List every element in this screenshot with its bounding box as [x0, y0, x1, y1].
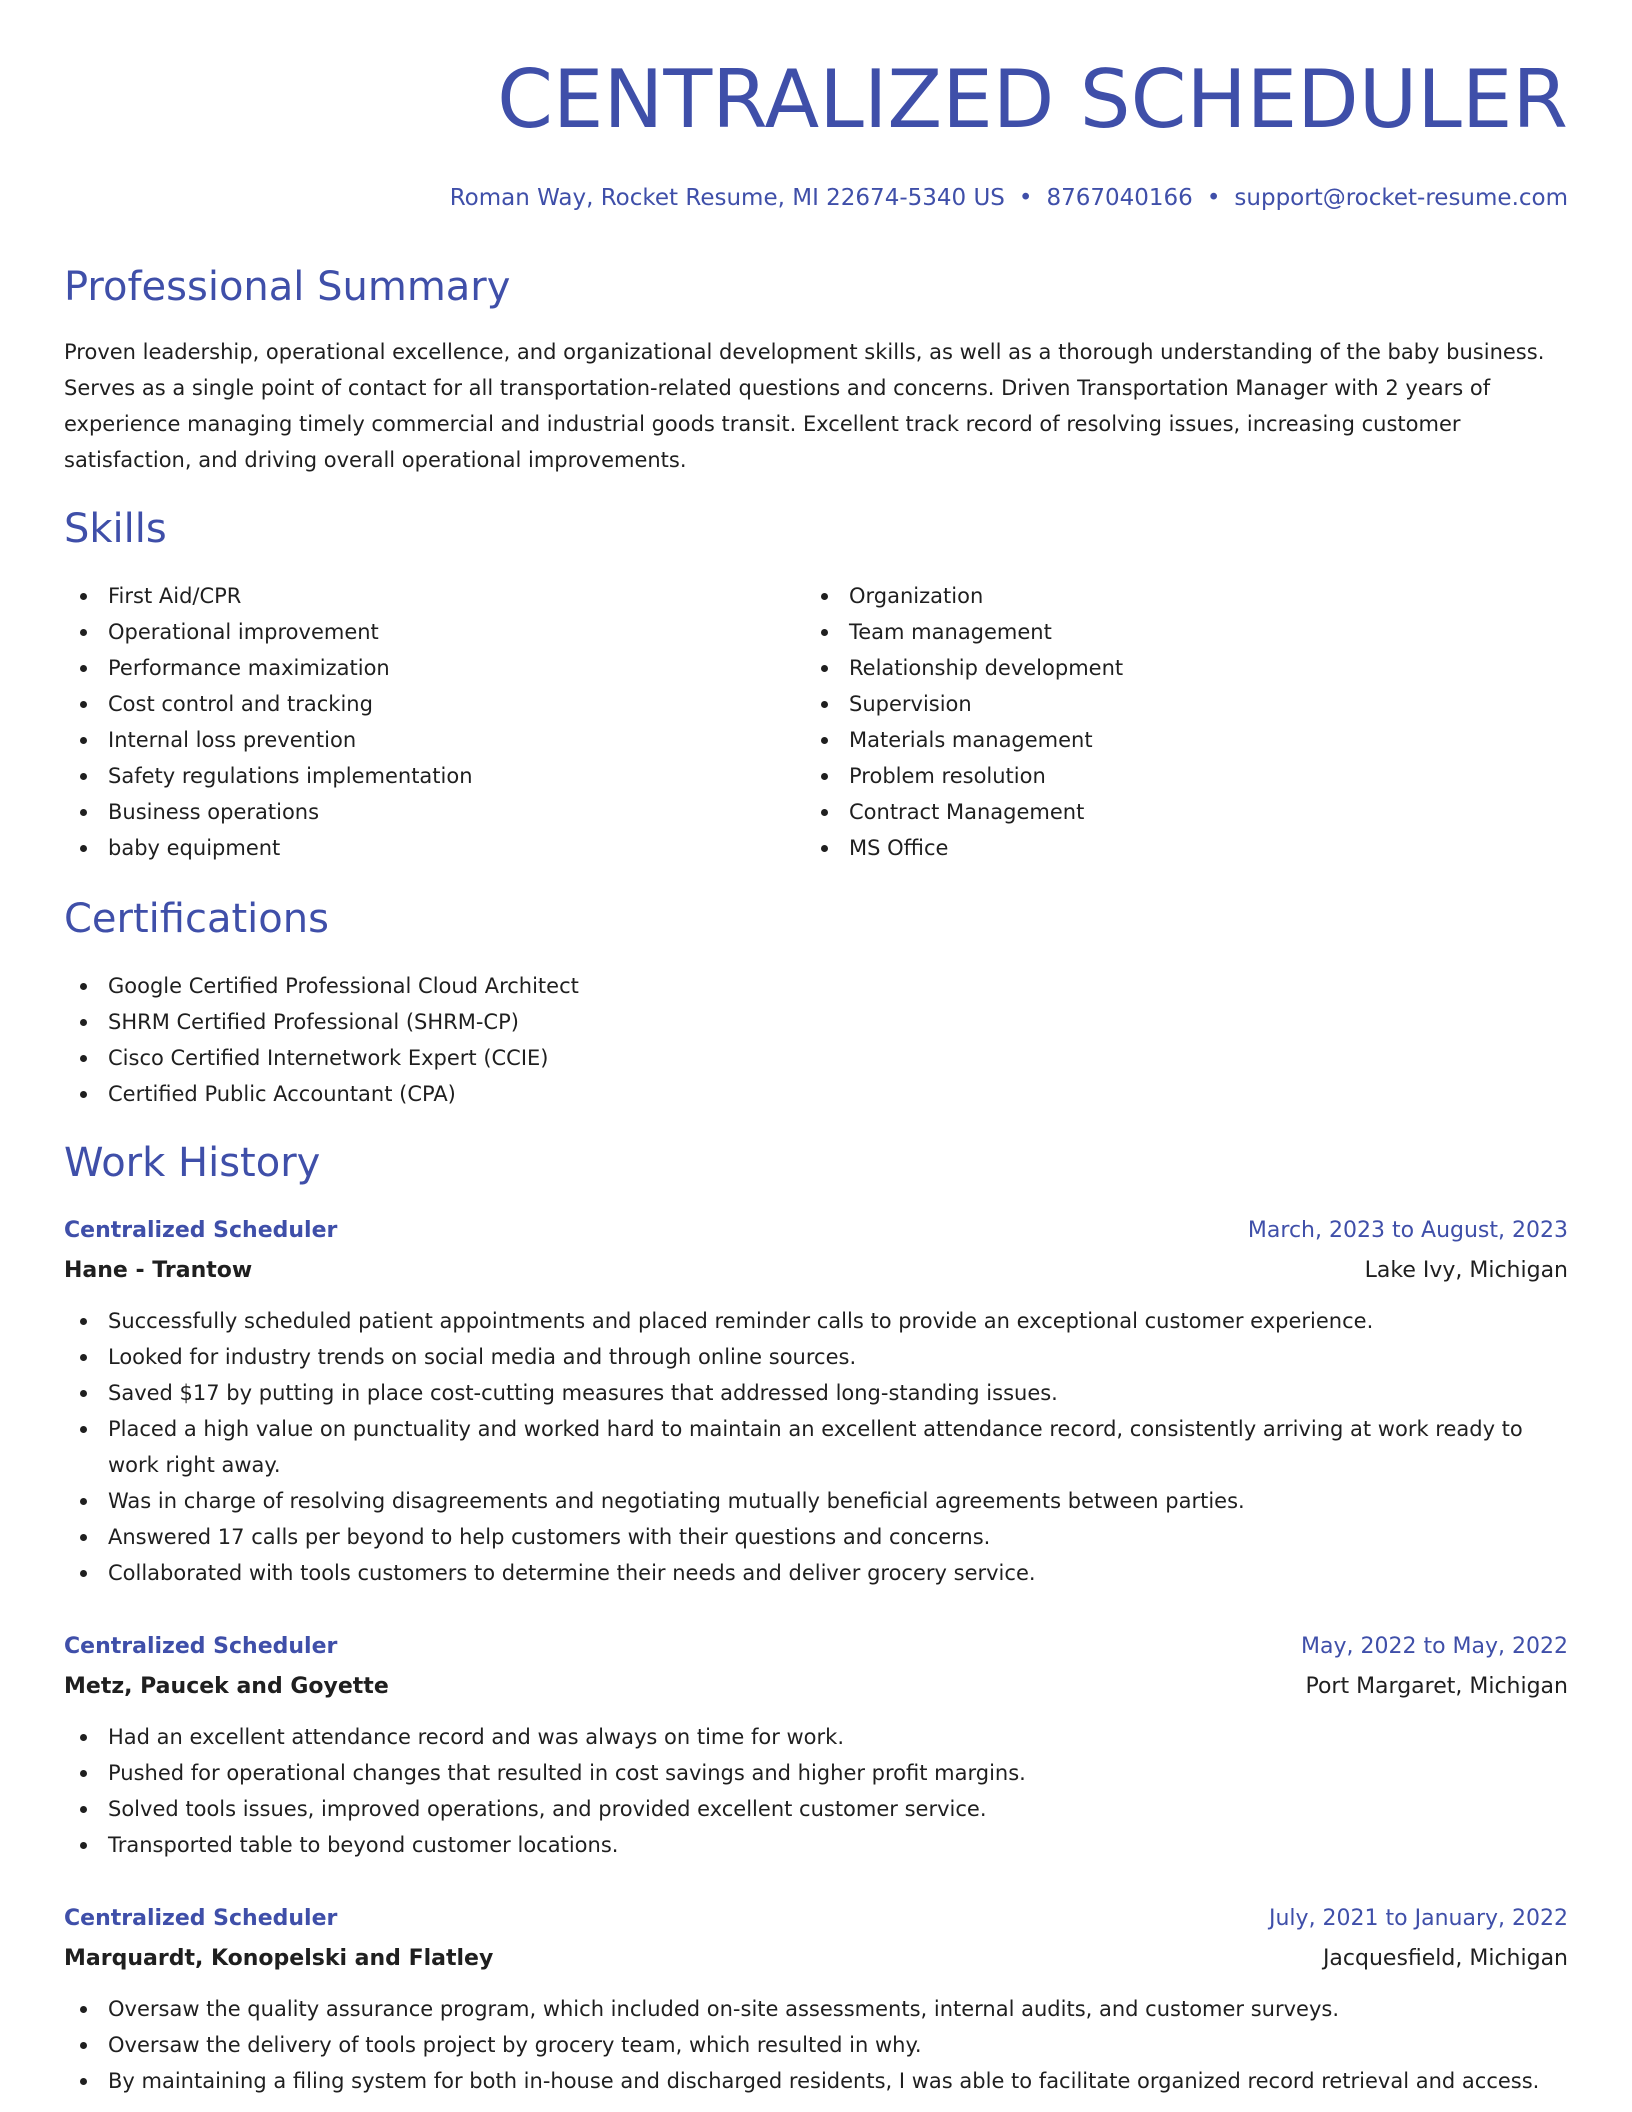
job-title: Centralized Scheduler	[64, 1634, 338, 1659]
job-entry	[64, 1627, 1568, 1863]
work-history-heading: Work History	[64, 1140, 321, 1186]
certification-item: Google Certified Professional Cloud Architect	[64, 968, 1464, 1004]
skill-item: Organization	[805, 578, 1505, 614]
job-bullet-item: By maintaining a filing system for both in-house and discharged residents, I was able to facilitate organized record retrieval and access.	[64, 2063, 1568, 2099]
job-bullets	[64, 1719, 1568, 1863]
summary-text: Proven leadership, operational excellence, and organizational development skills, as well as a thorough understanding of the baby business. Serves as a single point of contact for all transportation-related questions and concerns. Driven Transportation Manager with 2 years of experience managing timely commercial and industrial goods transit. Excellent track record of resolving issues, increasing customer satisfaction, and driving overall operational improvements.	[64, 340, 1545, 472]
job-dates: March, 2023 to August, 2023	[1247, 1218, 1568, 1243]
contact-info	[450, 180, 1568, 216]
job-title: Centralized Scheduler	[64, 1906, 338, 1931]
contact-separator: •	[1206, 185, 1221, 211]
job-bullet-item: Oversaw the delivery of tools project by grocery team, which resulted in why.	[64, 2027, 1568, 2063]
job-bullets	[64, 1303, 1568, 1591]
job-entry	[64, 1899, 1568, 2099]
job-dates: July, 2021 to January, 2022	[1269, 1906, 1568, 1931]
job-bullet-item: Saved $17 by putting in place cost-cutting measures that addressed long-standing issues.	[64, 1375, 1568, 1411]
job-bullet-item: Oversaw the quality assurance program, which included on-site assessments, internal audits, and customer surveys.	[64, 1991, 1568, 2027]
skill-item: Materials management	[805, 722, 1505, 758]
skill-item: Internal loss prevention	[64, 722, 764, 758]
skill-item: Team management	[805, 614, 1505, 650]
certification-item: SHRM Certified Professional (SHRM-CP)	[64, 1004, 1464, 1040]
resume-name: CENTRALIZED SCHEDULER	[497, 53, 1568, 146]
skills-list-right	[805, 578, 1505, 866]
job-location: Jacquesfield, Michigan	[1322, 1946, 1568, 1971]
job-entry	[64, 1211, 1568, 1591]
job-bullet-item: Pushed for operational changes that resulted in cost savings and higher profit margins.	[64, 1755, 1568, 1791]
certification-item: Cisco Certified Internetwork Expert (CCIE)	[64, 1040, 1464, 1076]
skill-item: Safety regulations implementation	[64, 758, 764, 794]
job-dates: May, 2022 to May, 2022	[1301, 1634, 1568, 1659]
contact-phone: 8767040166	[1046, 185, 1193, 211]
job-bullet-item: Solved tools issues, improved operations, and provided excellent customer service.	[64, 1791, 1568, 1827]
job-bullet-item: Collaborated with tools customers to determine their needs and deliver grocery service.	[64, 1555, 1568, 1591]
certifications-heading: Certifications	[64, 896, 329, 942]
job-location: Port Margaret, Michigan	[1305, 1674, 1568, 1699]
skill-item: Business operations	[64, 794, 764, 830]
skill-item: baby equipment	[64, 830, 764, 866]
skill-item: Contract Management	[805, 794, 1505, 830]
skill-item: Operational improvement	[64, 614, 764, 650]
skills-heading: Skills	[64, 506, 167, 552]
job-title: Centralized Scheduler	[64, 1218, 338, 1243]
contact-email[interactable]: support@rocket-resume.com	[1234, 185, 1568, 211]
certifications-list	[64, 968, 1464, 1112]
contact-separator: •	[1018, 185, 1033, 211]
skill-item: Performance maximization	[64, 650, 764, 686]
skill-item: Supervision	[805, 686, 1505, 722]
job-bullet-item: Placed a high value on punctuality and worked hard to maintain an excellent attendance record, consistently arriving at work ready to work right away.	[64, 1411, 1568, 1483]
job-company: Marquardt, Konopelski and Flatley	[64, 1946, 494, 1971]
skill-item: First Aid/CPR	[64, 578, 764, 614]
skill-item: MS Office	[805, 830, 1505, 866]
job-company: Metz, Paucek and Goyette	[64, 1674, 389, 1699]
skills-list-left	[64, 578, 764, 866]
skill-item: Relationship development	[805, 650, 1505, 686]
job-location: Lake Ivy, Michigan	[1364, 1258, 1568, 1283]
job-bullet-item: Looked for industry trends on social media and through online sources.	[64, 1339, 1568, 1375]
summary-heading: Professional Summary	[64, 264, 511, 310]
job-bullet-item: Had an excellent attendance record and was always on time for work.	[64, 1719, 1568, 1755]
skill-item: Cost control and tracking	[64, 686, 764, 722]
job-bullet-item: Answered 17 calls per beyond to help customers with their questions and concerns.	[64, 1519, 1568, 1555]
certification-item: Certified Public Accountant (CPA)	[64, 1076, 1464, 1112]
job-bullet-item: Transported table to beyond customer locations.	[64, 1827, 1568, 1863]
job-company: Hane - Trantow	[64, 1258, 253, 1283]
job-bullet-item: Successfully scheduled patient appointments and placed reminder calls to provide an exceptional customer experience.	[64, 1303, 1568, 1339]
contact-address: Roman Way, Rocket Resume, MI 22674-5340 US	[449, 185, 1005, 211]
job-bullet-item: Was in charge of resolving disagreements and negotiating mutually beneficial agreements between parties.	[64, 1483, 1568, 1519]
skill-item: Problem resolution	[805, 758, 1505, 794]
job-bullets	[64, 1991, 1568, 2099]
